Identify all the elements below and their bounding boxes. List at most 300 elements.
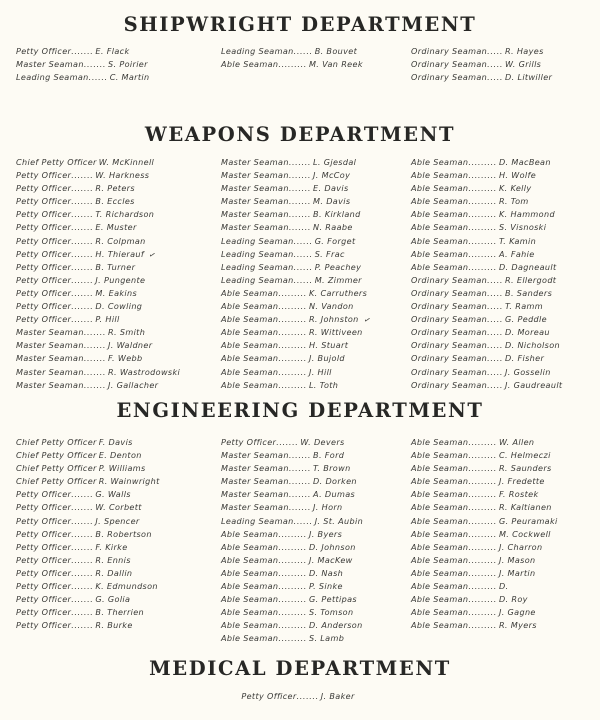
roster-entry bbox=[16, 169, 221, 182]
entry-name: R. Ennis bbox=[95, 554, 131, 565]
entry-name: R. Peters bbox=[95, 183, 135, 194]
roster-entry bbox=[221, 221, 411, 234]
entry-rank: Able Seaman bbox=[411, 261, 469, 272]
entry-name: B. Bouvet bbox=[314, 46, 358, 56]
entry-name: J. Baker bbox=[320, 691, 355, 701]
entry-rank: Able Seaman bbox=[221, 567, 279, 578]
entry-name: R. Saunders bbox=[498, 463, 552, 474]
entry-leader-dots: ....... bbox=[288, 502, 312, 513]
department-title-medical bbox=[0, 658, 600, 679]
roster-entry bbox=[411, 515, 600, 528]
entry-name: J. Bujold bbox=[308, 353, 345, 364]
entry-name: G. Peuramaki bbox=[498, 515, 558, 526]
roster-entry bbox=[411, 554, 600, 567]
entry-name: F. Kirke bbox=[95, 541, 128, 552]
entry-name: L. Gjesdal bbox=[313, 157, 357, 167]
entry-leader-dots: ......... bbox=[278, 59, 307, 70]
entry-rank: Leading Seaman bbox=[221, 235, 294, 246]
roster-entry bbox=[16, 313, 221, 326]
roster-entry bbox=[221, 488, 411, 501]
department-columns-weapons bbox=[0, 156, 600, 392]
entry-name: D. Moreau bbox=[505, 327, 550, 338]
entry-rank: Petty Officer bbox=[16, 248, 72, 259]
entry-leader-dots: ......... bbox=[278, 581, 307, 592]
entry-rank: Able Seaman bbox=[221, 607, 279, 618]
entry-rank: Able Seaman bbox=[411, 450, 469, 461]
entry-name: D. Johnson bbox=[308, 541, 356, 552]
entry-name: J. Spencer bbox=[95, 515, 140, 526]
entry-leader-dots: ....... bbox=[71, 301, 94, 312]
entry-name: J. Martin bbox=[498, 567, 536, 578]
entry-leader-dots: ..... bbox=[487, 327, 504, 338]
roster-entry bbox=[411, 261, 600, 274]
column-group bbox=[0, 156, 600, 392]
roster-entry bbox=[411, 287, 600, 300]
entry-leader-dots: ....... bbox=[71, 170, 94, 181]
roster-entry bbox=[411, 352, 600, 365]
roster-entry bbox=[241, 690, 354, 703]
entry-rank: Ordinary Seaman bbox=[411, 366, 488, 377]
entry-rank: Master Seaman bbox=[16, 327, 84, 338]
entry-name: W. McKinnell bbox=[98, 157, 155, 167]
entry-rank: Chief Petty Officer bbox=[16, 463, 97, 474]
entry-rank: Able Seaman bbox=[221, 353, 279, 364]
roster-entry bbox=[411, 567, 600, 580]
entry-name: D. Roy bbox=[498, 594, 528, 605]
entry-name: D. Nash bbox=[308, 567, 344, 578]
entry-rank: Leading Seaman bbox=[221, 46, 294, 56]
roster-entry bbox=[16, 300, 221, 313]
roster-entry bbox=[221, 58, 411, 71]
entry-rank: Petty Officer bbox=[16, 170, 72, 181]
roster-entry bbox=[16, 554, 221, 567]
roster-entry bbox=[221, 208, 411, 221]
entry-rank: Master Seaman bbox=[16, 353, 84, 364]
entry-rank: Petty Officer bbox=[16, 183, 72, 194]
entry-leader-dots: ....... bbox=[71, 620, 94, 631]
entry-rank: Master Seaman bbox=[221, 157, 289, 167]
entry-rank: Petty Officer bbox=[16, 274, 72, 285]
roster-entry bbox=[411, 71, 600, 84]
entry-rank: Able Seaman bbox=[411, 502, 469, 513]
entry-name: T. Richardson bbox=[95, 209, 155, 220]
entry-name: D. Dorken bbox=[313, 476, 357, 487]
entry-name: R. Myers bbox=[498, 620, 537, 631]
roster-entry bbox=[16, 619, 221, 632]
entry-leader-dots: ......... bbox=[468, 248, 497, 259]
department-heading-text: MEDICAL DEPARTMENT bbox=[149, 657, 451, 680]
entry-leader-dots: ......... bbox=[468, 450, 497, 461]
entry-name: K. Kelly bbox=[498, 183, 532, 194]
roster-entry bbox=[221, 352, 411, 365]
entry-leader-dots: ..... bbox=[487, 59, 504, 70]
roster-entry bbox=[16, 221, 221, 234]
entry-leader-dots: ....... bbox=[71, 248, 94, 259]
entry-leader-dots: ......... bbox=[468, 489, 497, 500]
entry-name: E. Flack bbox=[95, 46, 130, 56]
entry-name: M. Cockwell bbox=[498, 528, 551, 539]
entry-rank: Ordinary Seaman bbox=[411, 314, 488, 325]
roster-entry bbox=[16, 515, 221, 528]
entry-rank: Ordinary Seaman bbox=[411, 379, 488, 390]
roster-entry bbox=[221, 593, 411, 606]
roster-entry bbox=[16, 501, 221, 514]
entry-leader-dots: ....... bbox=[83, 353, 107, 364]
roster-entry bbox=[411, 436, 600, 449]
entry-rank: Ordinary Seaman bbox=[411, 59, 488, 70]
entry-leader-dots: ..... bbox=[487, 366, 504, 377]
roster-entry bbox=[16, 195, 221, 208]
entry-leader-dots: ....... bbox=[71, 607, 94, 618]
entry-rank: Chief Petty Officer bbox=[16, 450, 97, 461]
entry-name: W. Allen bbox=[498, 437, 535, 447]
entry-leader-dots: ......... bbox=[468, 554, 497, 565]
department-heading-text: ENGINEERING DEPARTMENT bbox=[116, 399, 484, 422]
entry-name: W. Devers bbox=[300, 437, 345, 447]
entry-rank: Master Seaman bbox=[221, 489, 289, 500]
roster-entry bbox=[411, 528, 600, 541]
roster-entry bbox=[221, 261, 411, 274]
entry-leader-dots: ......... bbox=[468, 515, 497, 526]
entry-rank: Able Seaman bbox=[411, 515, 469, 526]
entry-rank: Able Seaman bbox=[411, 157, 469, 167]
entry-leader-dots: ....... bbox=[288, 157, 312, 167]
entry-leader-dots: ....... bbox=[71, 594, 94, 605]
entry-leader-dots: ..... bbox=[487, 72, 504, 83]
entry-rank: Able Seaman bbox=[411, 437, 469, 447]
entry-name: G. Walls bbox=[95, 489, 131, 500]
entry-name: A. Dumas bbox=[313, 489, 356, 500]
roster-entry bbox=[16, 379, 221, 392]
roster-entry bbox=[16, 274, 221, 287]
entry-rank: Able Seaman bbox=[221, 340, 279, 351]
roster-entry bbox=[16, 567, 221, 580]
entry-name: T. Ramm bbox=[505, 301, 543, 312]
entry-name: R. Colpman bbox=[95, 235, 146, 246]
roster-entry bbox=[16, 71, 221, 84]
entry-name: B. Robertson bbox=[95, 528, 152, 539]
entry-name: J. Mason bbox=[498, 554, 536, 565]
entry-name: R. Ellergodt bbox=[505, 274, 557, 285]
entry-leader-dots: ..... bbox=[487, 274, 504, 285]
entry-leader-dots: ....... bbox=[83, 379, 107, 390]
entry-name: G. Peddle bbox=[505, 314, 547, 325]
entry-rank: Able Seaman bbox=[221, 59, 279, 70]
entry-name: D. Fisher bbox=[505, 353, 545, 364]
entry-name: P. Sinke bbox=[308, 581, 343, 592]
entry-leader-dots: ......... bbox=[278, 327, 307, 338]
roster-entry bbox=[16, 593, 221, 606]
entry-rank: Petty Officer bbox=[16, 541, 72, 552]
entry-leader-dots: ..... bbox=[487, 301, 504, 312]
entry-name: K. Edmundson bbox=[95, 581, 158, 592]
roster-entry bbox=[16, 352, 221, 365]
entry-name: B. Kirkland bbox=[313, 209, 361, 220]
entry-name: D. bbox=[498, 581, 509, 592]
entry-name: J. Waldner bbox=[108, 340, 153, 351]
entry-name: P. Peachey bbox=[314, 261, 362, 272]
entry-rank: Chief Petty Officer bbox=[16, 157, 97, 167]
entry-name: R. Johnston bbox=[308, 314, 359, 325]
roster-entry bbox=[221, 580, 411, 593]
roster-entry bbox=[221, 436, 411, 449]
entry-rank: Able Seaman bbox=[411, 183, 469, 194]
entry-name: C. Martin bbox=[109, 72, 150, 83]
entry-name: F. Rostek bbox=[498, 489, 539, 500]
entry-rank: Petty Officer bbox=[16, 301, 72, 312]
roster-entry bbox=[411, 541, 600, 554]
entry-leader-dots: ....... bbox=[288, 489, 312, 500]
entry-rank: Master Seaman bbox=[221, 476, 289, 487]
entry-name: J. MacKew bbox=[308, 554, 353, 565]
entry-rank: Able Seaman bbox=[411, 581, 469, 592]
entry-leader-dots: ..... bbox=[487, 340, 504, 351]
entry-leader-dots: ......... bbox=[468, 235, 497, 246]
entry-leader-dots: ......... bbox=[278, 301, 307, 312]
entry-leader-dots: ....... bbox=[71, 541, 94, 552]
entry-rank: Petty Officer bbox=[16, 489, 72, 500]
roster-entry bbox=[16, 580, 221, 593]
roster-entry bbox=[221, 554, 411, 567]
roster-entry bbox=[16, 208, 221, 221]
entry-name: E. Davis bbox=[313, 183, 349, 194]
entry-leader-dots: ......... bbox=[278, 340, 307, 351]
entry-name: J. Byers bbox=[308, 528, 343, 539]
entry-rank: Petty Officer bbox=[16, 567, 72, 578]
entry-name: R. Burke bbox=[95, 620, 133, 631]
entry-rank: Petty Officer bbox=[16, 235, 72, 246]
entry-leader-dots: ....... bbox=[276, 437, 299, 447]
handwritten-check-icon: ✓ bbox=[362, 314, 373, 326]
department-title-shipwright bbox=[0, 14, 600, 35]
entry-leader-dots: ..... bbox=[487, 287, 504, 298]
entry-name: G. Pettipas bbox=[308, 594, 357, 605]
roster-column bbox=[411, 436, 600, 632]
entry-leader-dots: ......... bbox=[278, 528, 307, 539]
roster-entry bbox=[221, 182, 411, 195]
roster-entry bbox=[411, 313, 600, 326]
entry-rank: Master Seaman bbox=[16, 379, 84, 390]
entry-rank: Ordinary Seaman bbox=[411, 301, 488, 312]
entry-rank: Able Seaman bbox=[411, 489, 469, 500]
entry-name: K. Carruthers bbox=[308, 287, 368, 298]
entry-leader-dots: ......... bbox=[468, 541, 497, 552]
entry-name: H. Wolfe bbox=[498, 170, 537, 181]
entry-name: S. Tomson bbox=[308, 607, 354, 618]
entry-leader-dots: ......... bbox=[468, 157, 497, 167]
entry-rank: Able Seaman bbox=[221, 528, 279, 539]
roster-entry bbox=[221, 528, 411, 541]
entry-leader-dots: ......... bbox=[468, 476, 497, 487]
roster-column bbox=[411, 156, 600, 392]
entry-name: J. Horn bbox=[313, 502, 343, 513]
entry-name: B. Eccles bbox=[95, 196, 135, 207]
entry-rank: Able Seaman bbox=[411, 463, 469, 474]
roster-column bbox=[241, 690, 354, 703]
entry-leader-dots: ....... bbox=[288, 183, 312, 194]
roster-entry bbox=[221, 300, 411, 313]
department-columns-medical bbox=[0, 690, 600, 703]
entry-leader-dots: ......... bbox=[468, 567, 497, 578]
entry-leader-dots: ....... bbox=[71, 287, 94, 298]
entry-name: J. Gaudreault bbox=[505, 379, 563, 390]
entry-leader-dots: ......... bbox=[468, 170, 497, 181]
entry-leader-dots: ......... bbox=[278, 353, 307, 364]
entry-leader-dots: ....... bbox=[83, 59, 107, 70]
entry-rank: Petty Officer bbox=[16, 209, 72, 220]
entry-rank: Petty Officer bbox=[16, 554, 72, 565]
entry-name: R. Hayes bbox=[505, 46, 544, 56]
roster-column bbox=[16, 436, 221, 632]
column-group bbox=[0, 690, 600, 703]
entry-name: P. Hill bbox=[95, 314, 120, 325]
entry-name: R. Tom bbox=[498, 196, 529, 207]
entry-rank: Able Seaman bbox=[411, 528, 469, 539]
roster-entry bbox=[221, 366, 411, 379]
entry-rank: Petty Officer bbox=[16, 581, 72, 592]
roster-entry bbox=[411, 195, 600, 208]
entry-rank: Master Seaman bbox=[221, 196, 289, 207]
entry-leader-dots: ...... bbox=[293, 248, 313, 259]
entry-name: M. Davis bbox=[313, 196, 351, 207]
roster-entry bbox=[16, 488, 221, 501]
entry-name: J. Charron bbox=[498, 541, 543, 552]
entry-rank: Petty Officer bbox=[221, 437, 277, 447]
entry-rank: Able Seaman bbox=[411, 620, 469, 631]
entry-leader-dots: ......... bbox=[278, 366, 307, 377]
entry-name: S. Lamb bbox=[308, 633, 345, 644]
entry-leader-dots: ....... bbox=[71, 209, 94, 220]
roster-entry bbox=[221, 449, 411, 462]
entry-rank: Petty Officer bbox=[16, 196, 72, 207]
roster-entry bbox=[411, 300, 600, 313]
roster-column bbox=[221, 436, 411, 646]
entry-leader-dots: ....... bbox=[71, 502, 94, 513]
entry-rank: Able Seaman bbox=[411, 476, 469, 487]
roster-entry bbox=[16, 475, 221, 488]
entry-leader-dots: ......... bbox=[468, 463, 497, 474]
entry-name: W. Grills bbox=[505, 59, 542, 70]
entry-rank: Able Seaman bbox=[411, 541, 469, 552]
entry-name: R. Dallin bbox=[95, 567, 133, 578]
roster-entry bbox=[411, 45, 600, 58]
roster-entry bbox=[221, 632, 411, 645]
entry-leader-dots: ......... bbox=[278, 554, 307, 565]
entry-leader-dots: ....... bbox=[71, 46, 94, 56]
roster-entry bbox=[16, 462, 221, 475]
entry-rank: Able Seaman bbox=[411, 235, 469, 246]
column-group bbox=[0, 45, 600, 84]
roster-entry bbox=[411, 169, 600, 182]
entry-name: M. Zimmer bbox=[314, 274, 362, 285]
entry-rank: Petty Officer bbox=[16, 620, 72, 631]
roster-entry bbox=[411, 379, 600, 392]
entry-rank: Able Seaman bbox=[221, 594, 279, 605]
entry-leader-dots: ....... bbox=[288, 463, 312, 474]
roster-entry bbox=[411, 182, 600, 195]
roster-entry bbox=[411, 488, 600, 501]
entry-name: R. Wainwright bbox=[98, 476, 160, 487]
entry-name: J. McCoy bbox=[313, 170, 351, 181]
entry-rank: Master Seaman bbox=[16, 59, 84, 70]
entry-rank: Chief Petty Officer bbox=[16, 437, 97, 447]
roster-entry bbox=[411, 235, 600, 248]
column-group bbox=[0, 436, 600, 646]
entry-name: N. Vandon bbox=[308, 301, 354, 312]
entry-name: G. Golia bbox=[95, 594, 131, 605]
entry-rank: Master Seaman bbox=[221, 209, 289, 220]
roster-entry bbox=[221, 541, 411, 554]
entry-name: R. Kaltianen bbox=[498, 502, 552, 513]
entry-rank: Leading Seaman bbox=[221, 261, 294, 272]
entry-leader-dots: ...... bbox=[293, 274, 313, 285]
entry-rank: Master Seaman bbox=[16, 340, 84, 351]
entry-rank: Able Seaman bbox=[221, 581, 279, 592]
entry-leader-dots: ....... bbox=[296, 691, 319, 701]
entry-name: R. Wastrodowski bbox=[108, 366, 181, 377]
entry-leader-dots: ...... bbox=[293, 515, 313, 526]
roster-entry bbox=[16, 326, 221, 339]
roster-entry bbox=[411, 248, 600, 261]
entry-leader-dots: ....... bbox=[83, 327, 107, 338]
entry-rank: Master Seaman bbox=[221, 183, 289, 194]
entry-rank: Able Seaman bbox=[411, 222, 469, 233]
roster-entry bbox=[411, 593, 600, 606]
entry-leader-dots: ....... bbox=[288, 209, 312, 220]
entry-leader-dots: ...... bbox=[293, 46, 313, 56]
entry-name: F. Webb bbox=[108, 353, 143, 364]
entry-leader-dots: ....... bbox=[71, 489, 94, 500]
entry-rank: Master Seaman bbox=[221, 450, 289, 461]
entry-name: H. Thierauf bbox=[95, 248, 145, 259]
entry-leader-dots: ...... bbox=[293, 261, 313, 272]
roster-entry bbox=[411, 606, 600, 619]
entry-name: J. Fredette bbox=[498, 476, 545, 487]
entry-leader-dots: ....... bbox=[71, 222, 94, 233]
department-columns-shipwright bbox=[0, 45, 600, 84]
entry-name: G. Forget bbox=[314, 235, 356, 246]
entry-leader-dots: ....... bbox=[288, 450, 312, 461]
entry-rank: Master Seaman bbox=[221, 170, 289, 181]
entry-name: B. Sanders bbox=[505, 287, 553, 298]
entry-rank: Master Seaman bbox=[221, 463, 289, 474]
entry-rank: Leading Seaman bbox=[221, 274, 294, 285]
roster-entry bbox=[16, 45, 221, 58]
roster-entry bbox=[16, 436, 221, 449]
department-columns-engineering bbox=[0, 436, 600, 646]
entry-name: H. Stuart bbox=[308, 340, 349, 351]
entry-rank: Ordinary Seaman bbox=[411, 287, 488, 298]
entry-rank: Chief Petty Officer bbox=[16, 476, 97, 487]
entry-name: S. Poirier bbox=[108, 59, 148, 70]
entry-rank: Able Seaman bbox=[411, 594, 469, 605]
department-title-weapons bbox=[0, 124, 600, 145]
roster-entry bbox=[411, 366, 600, 379]
entry-name: D. Cowling bbox=[95, 301, 143, 312]
roster-column bbox=[16, 45, 221, 84]
entry-leader-dots: ..... bbox=[487, 379, 504, 390]
entry-rank: Petty Officer bbox=[241, 691, 297, 701]
roster-entry bbox=[16, 235, 221, 248]
entry-rank: Petty Officer bbox=[16, 502, 72, 513]
entry-name: D. Dagneault bbox=[498, 261, 557, 272]
entry-name: B. Turner bbox=[95, 261, 136, 272]
roster-entry bbox=[411, 274, 600, 287]
roster-entry bbox=[221, 619, 411, 632]
entry-rank: Able Seaman bbox=[221, 541, 279, 552]
entry-leader-dots: ......... bbox=[278, 314, 307, 325]
entry-rank: Petty Officer bbox=[16, 46, 72, 56]
